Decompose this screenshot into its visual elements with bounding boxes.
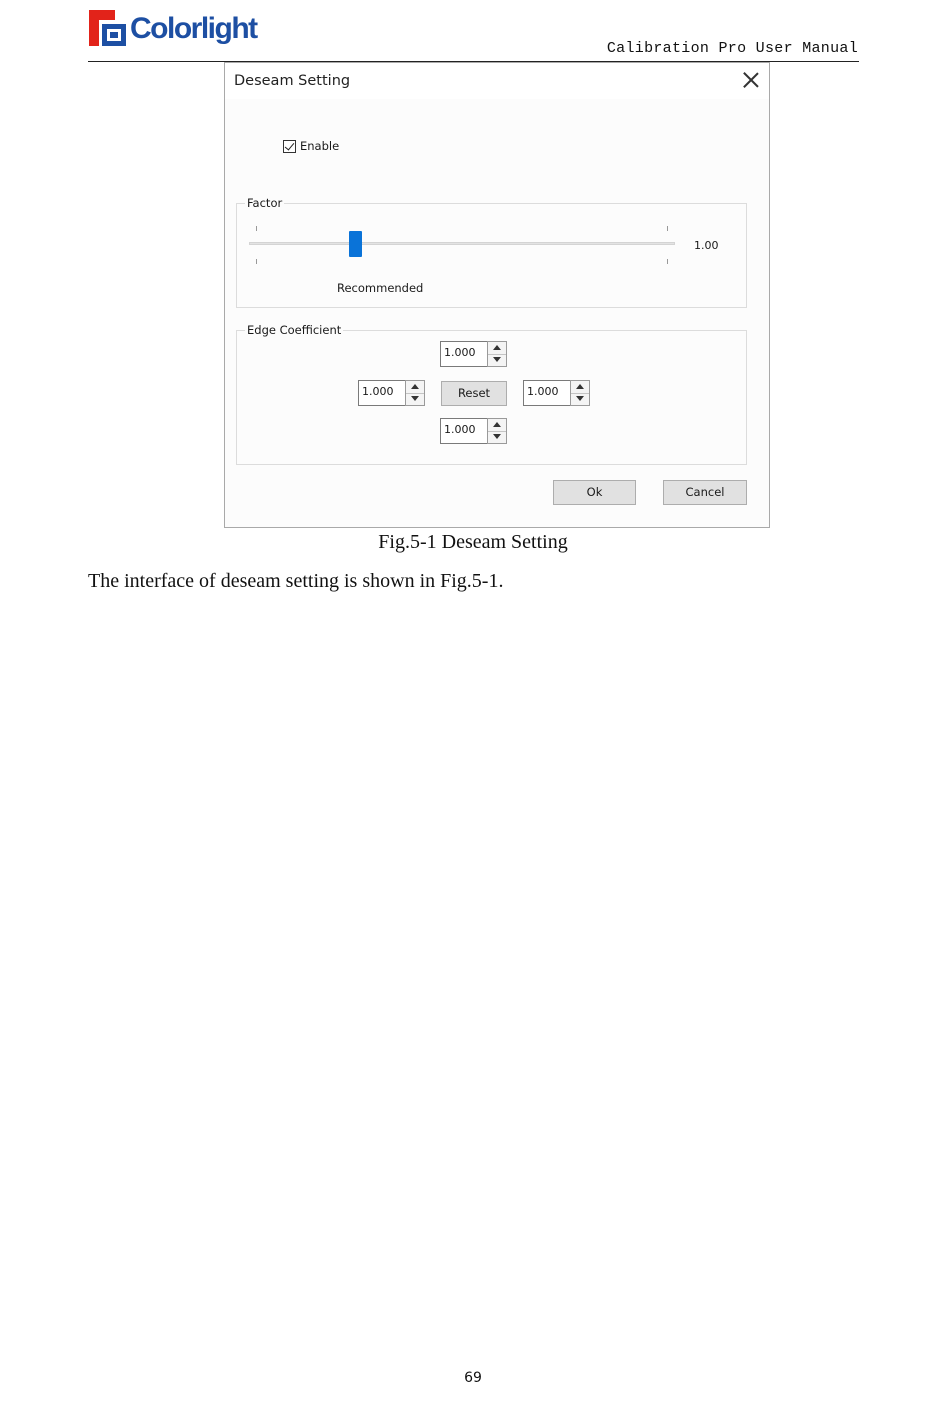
document-title: Calibration Pro User Manual [606, 40, 858, 57]
edge-top-spinbox[interactable] [440, 341, 507, 367]
factor-slider-track[interactable] [249, 242, 675, 245]
spin-buttons [570, 380, 590, 406]
slider-tick [667, 226, 668, 231]
colorlight-logo [88, 8, 268, 48]
edge-left-spinbox[interactable] [358, 380, 425, 406]
close-icon[interactable] [743, 72, 759, 88]
spin-buttons [487, 341, 507, 367]
dialog-title: Deseam Setting [234, 73, 351, 89]
slider-tick [256, 259, 257, 264]
logo-wordmark: Colorlight [130, 12, 257, 45]
factor-group-label: Factor [247, 196, 283, 210]
edge-coefficient-group-label: Edge Coefficient [247, 323, 342, 337]
edge-right-input[interactable]: 1.000 [523, 380, 571, 406]
spin-buttons [487, 418, 507, 444]
recommended-label: Recommended [337, 281, 424, 295]
slider-tick [256, 226, 257, 231]
edge-left-input[interactable]: 1.000 [358, 380, 406, 406]
arrow-down-icon[interactable] [571, 393, 589, 405]
factor-value: 1.00 [694, 239, 719, 252]
arrow-down-icon[interactable] [406, 393, 424, 405]
spin-buttons [405, 380, 425, 406]
edge-bottom-spinbox[interactable] [440, 418, 507, 444]
edge-right-spinbox[interactable] [523, 380, 590, 406]
colorlight-logo-mark-icon [88, 8, 128, 48]
checkbox-checked-icon[interactable] [283, 140, 296, 153]
factor-slider-thumb[interactable] [349, 231, 362, 257]
deseam-setting-dialog [224, 62, 770, 528]
body-paragraph: The interface of deseam setting is shown in Fig.5-1. [88, 570, 504, 592]
factor-group [236, 196, 747, 308]
edge-bottom-input[interactable]: 1.000 [440, 418, 488, 444]
enable-checkbox[interactable] [283, 139, 339, 153]
slider-tick [667, 259, 668, 264]
page-number: 69 [464, 1370, 482, 1386]
dialog-titlebar [225, 63, 769, 99]
ok-button[interactable]: Ok [553, 480, 636, 505]
reset-button[interactable]: Reset [441, 381, 507, 406]
cancel-button[interactable]: Cancel [663, 480, 747, 505]
arrow-down-icon[interactable] [488, 431, 506, 443]
edge-top-input[interactable]: 1.000 [440, 341, 488, 367]
arrow-down-icon[interactable] [488, 354, 506, 366]
enable-label: Enable [300, 139, 340, 153]
figure-caption: Fig.5-1 Deseam Setting [378, 531, 568, 553]
